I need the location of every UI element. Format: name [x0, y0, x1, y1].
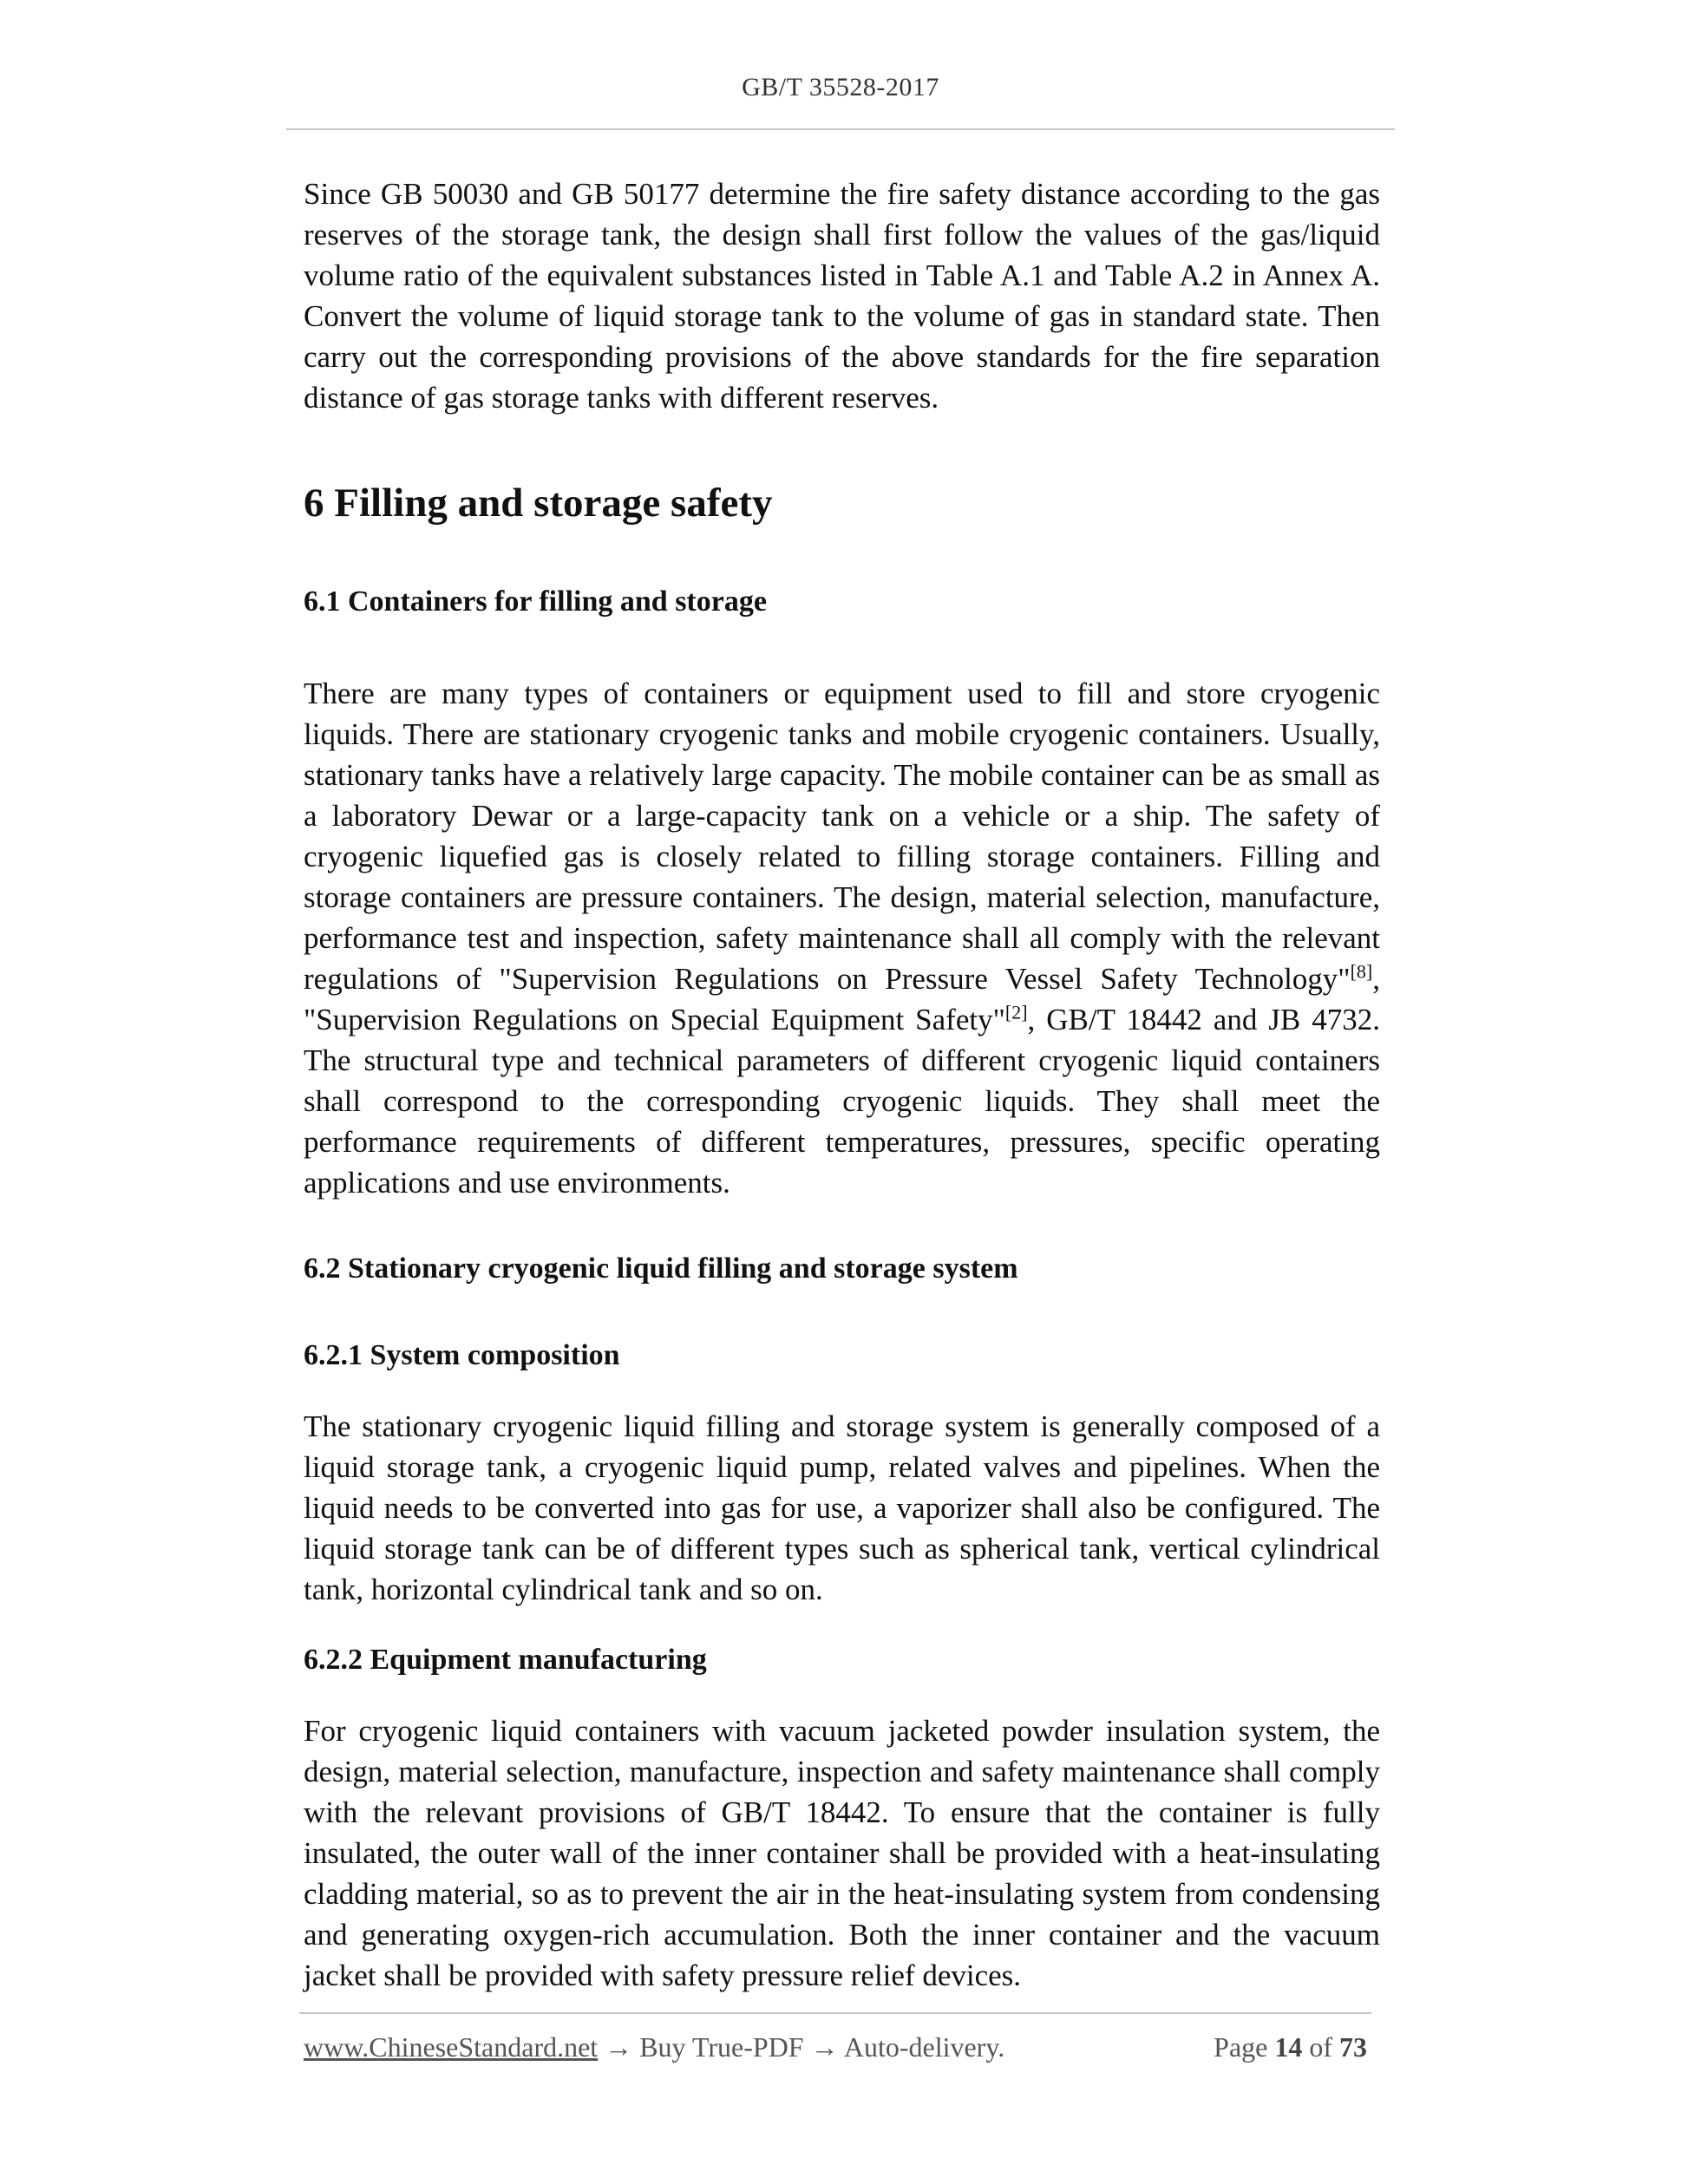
footer-promo-text: → Buy True-PDF → Auto-delivery. [598, 2031, 1005, 2063]
section-6-1-text-c: , GB/T 18442 and JB 4732. The structural type and technical parameters of different cryogenic liquid containers shall correspond to the corresponding cryogenic liquids. They shall meet the performance requirements of different temperatures, pressures, specific operating applications and use environments. [304, 1003, 1380, 1200]
website-link[interactable]: www.ChineseStandard.net [304, 2031, 599, 2063]
page-indicator [1214, 2031, 1367, 2063]
section-6-2-2-paragraph: For cryogenic liquid containers with vacuum jacketed powder insulation system, the design, material selection, manufacture, inspection and safety maintenance shall comply with the relevant provisions of GB/T 18442. To ensure that the container is fully insulated, the outer wall of the inner container shall be provided with a heat-insulating cladding material, so as to prevent the air in the heat-insulating system from condensing and generating oxygen-rich accumulation. Both the inner container and the vacuum jacket shall be provided with safety pressure relief devices. [304, 1714, 1380, 1992]
section-6-heading: 6 Filling and storage safety [304, 481, 773, 526]
reference-8: [8] [1350, 960, 1373, 983]
document-header-id: GB/T 35528-2017 [742, 73, 939, 101]
total-pages: 73 [1339, 2031, 1367, 2063]
section-6-2-heading: 6.2 Stationary cryogenic liquid filling and storage system [304, 1252, 1018, 1285]
footer-promo [304, 2031, 1004, 2063]
section-6-1-paragraph [304, 673, 1380, 1203]
intro-paragraph: Since GB 50030 and GB 50177 determine the fire safety distance according to the gas reserves of the storage tank, the design shall first follow the values of the gas/liquid volume ratio of the equivalent substances listed in Table A.1 and Table A.2 in Annex A. Convert the volume of liquid storage tank to the volume of gas in standard state. Then carry out the corresponding provisions of the above standards for the fire separation distance of gas storage tanks with different reserves. [304, 177, 1380, 415]
footer-divider [299, 2012, 1371, 2014]
document-body [304, 165, 1380, 1996]
section-6-1-text-a: There are many types of containers or equipment used to fill and store cryogenic liquids. There are stationary cryogenic tanks and mobile cryogenic containers. Usually, stationary tanks have a relatively large capacity. The mobile container can be as small as a laboratory Dewar or a large-capacity tank on a vehicle or a ship. The safety of cryogenic liquefied gas is closely related to filling storage containers. Filling and storage containers are pressure containers. The design, material selection, manufacture, performance test and inspection, safety maintenance shall all comply with the relevant regulations of "Supervision Regulations on Pressure Vessel Safety Technology" [304, 677, 1380, 996]
of-label: of [1309, 2031, 1332, 2063]
page-number: 14 [1274, 2031, 1303, 2063]
page-footer [304, 2031, 1367, 2063]
section-6-1-heading: 6.1 Containers for filling and storage [304, 585, 767, 618]
header-divider [286, 128, 1395, 130]
reference-2: [2] [1004, 1001, 1028, 1023]
section-6-2-1-heading: 6.2.1 System composition [304, 1339, 620, 1371]
page-label: Page [1214, 2031, 1268, 2063]
section-6-2-2-heading: 6.2.2 Equipment manufacturing [304, 1644, 707, 1676]
section-6-2-1-paragraph: The stationary cryogenic liquid filling and storage system is generally composed of a liquid storage tank, a cryogenic liquid pump, related valves and pipelines. When the liquid needs to be converted into gas for use, a vaporizer shall also be configured. The liquid storage tank can be of different types such as spherical tank, vertical cylindrical tank, horizontal cylindrical tank and so on. [304, 1409, 1380, 1606]
section-6-1-text-b: , "Supervision Regulations on Special Equipment Safety" [304, 962, 1380, 1036]
